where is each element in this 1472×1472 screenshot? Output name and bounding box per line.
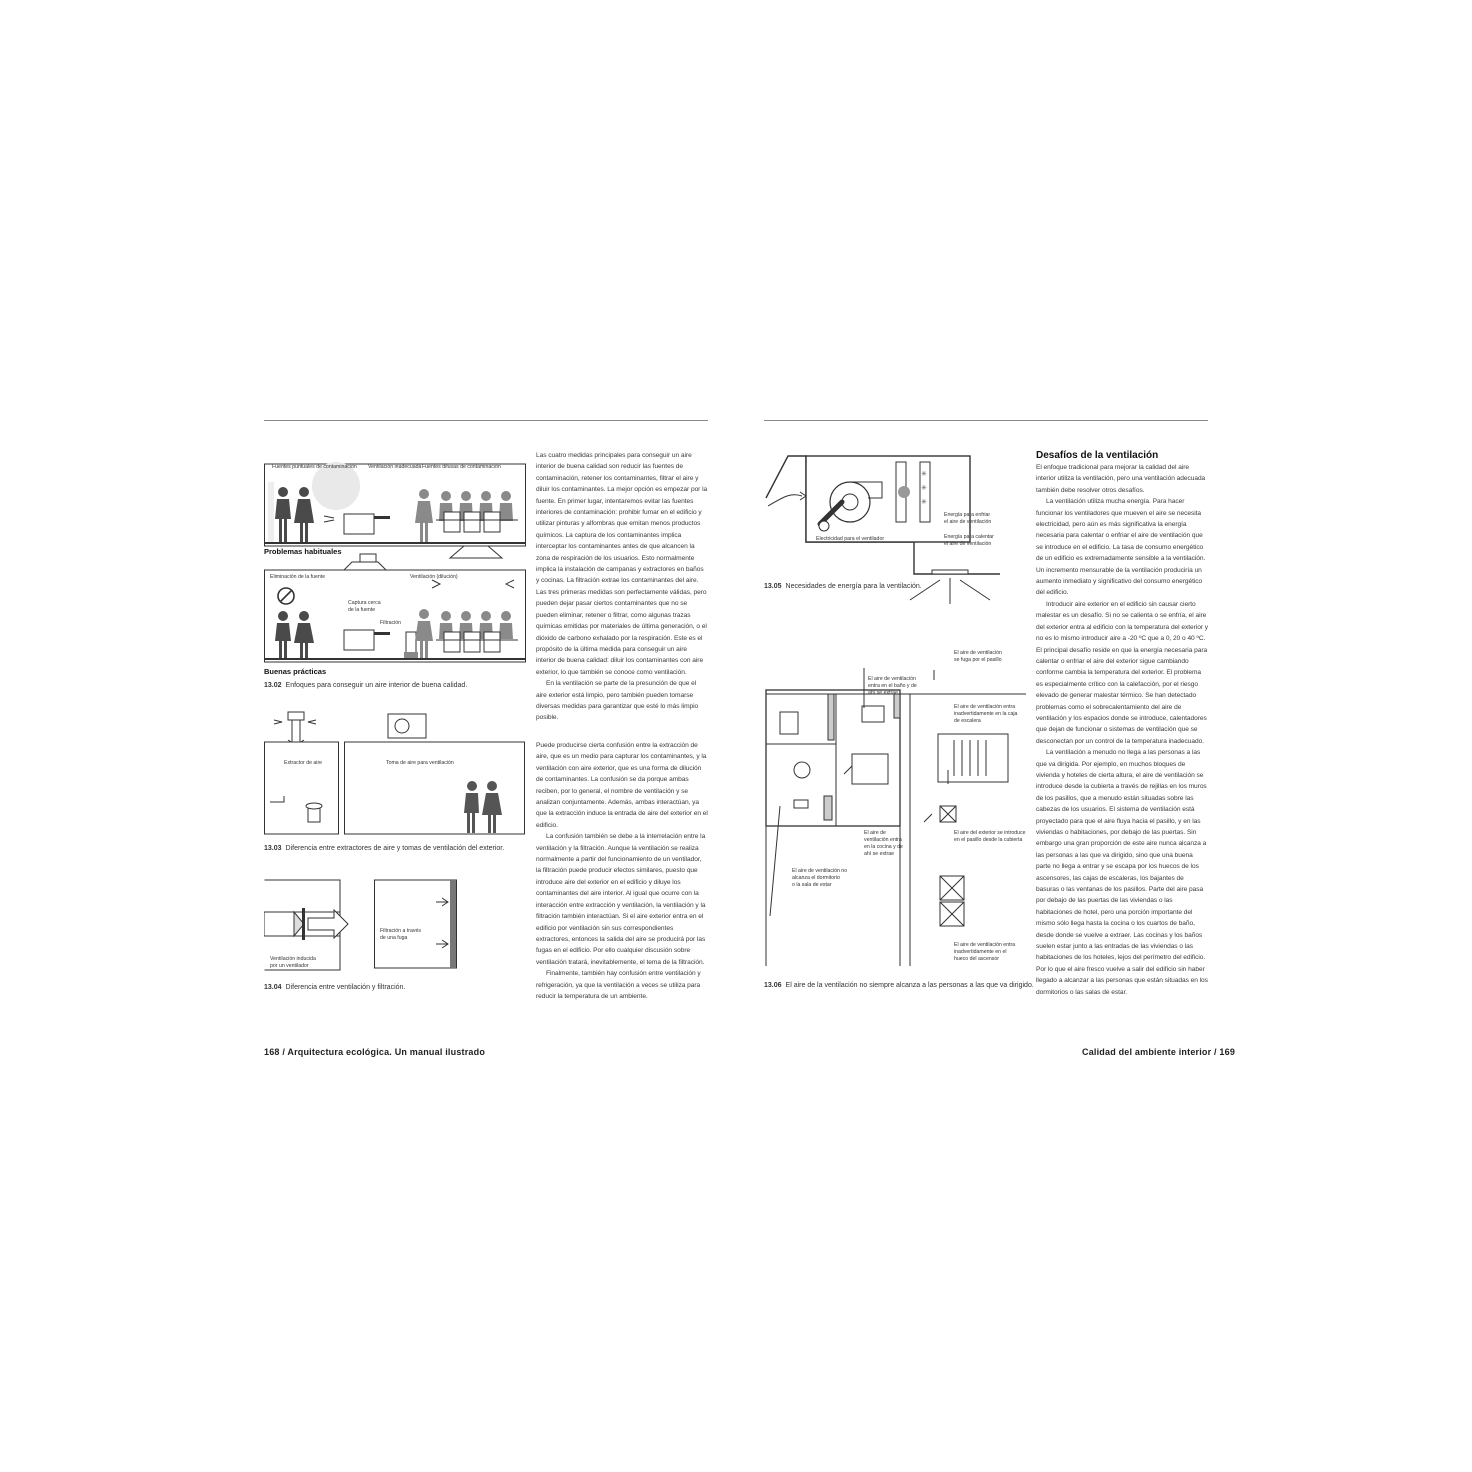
paragraph: Introducir aire exterior en el edificio sin causar cierto malestar es un desafío. Si no se calienta o se enfría, el aire del exterior entra al edificio con la temperatura del exterior y no es lo mismo introducir aire a -20 ºC que a 0, 20 o 40 ºC. El principal desafío reside en que la energía necesaria para calentar o enfriar el aire del exterior sigue cambiando conforme cambia la temperatura del exterior. El problema es especialmente crítico con la calefacción, por el riesgo elevado de generar malestar térmico. Se han detectado problemas como el sobrecalentamiento del aire de ventilación y los espacios donde se introduce, calentadores que dejan de funcionar o sistemas de ventilación que se desconectan por un control de la temperatura inadecuado. <box>1036 600 1208 745</box>
label-source-elimination: Eliminación de la fuente <box>270 574 326 580</box>
paragraph: La confusión también se debe a la interrelación entre la ventilación y la filtración. Aunque la ventilación se realiza normalmente a partir del funcionamiento de un ventilador, la filtración puede producir efectos similares, puesto que introduce aire del exterior en el edificio y diluye los contaminantes del aire interior. Al igual que ocurre con la interacción entre extracción y ventilación, la ventilación y la filtración también interactúan. Si el aire exterior entra en el edificio por ventilación sin sus correspondientes extractores, entonces la salida del aire se producirá por las fugas en el edificio. Por ello cualquier discusión sobre ventilación tratará, inevitablemente, el tema de la filtración. <box>536 833 706 966</box>
label-vent-dilution: Ventilación (dilución) <box>410 574 458 580</box>
figure-13-04-illustration <box>264 878 464 978</box>
label-e1: El aire del exterior se introduce <box>954 830 1026 836</box>
label-c3: de escalera <box>954 718 981 724</box>
top-rule <box>764 420 1208 421</box>
sublabel-good-practices: Buenas prácticas <box>264 667 327 676</box>
sublabel-problems: Problemas habituales <box>264 547 342 556</box>
svg-text:✳: ✳ <box>921 499 927 506</box>
section-heading: Desafíos de la ventilación <box>1036 450 1159 461</box>
label-intake: Toma de aire para ventilación <box>386 760 454 766</box>
paragraph: Finalmente, también hay confusión entre ventilación y refrigeración, ya que la ventilación a veces se utiliza para reducir la temperatura de un ambiente. <box>536 970 701 1000</box>
label-capture-near: Captura cerca <box>348 600 381 606</box>
caption-13-06 <box>764 982 1034 989</box>
body-text-block-2 <box>536 740 708 1002</box>
body-text-right <box>1036 462 1208 998</box>
figure-13-06 <box>764 646 1026 982</box>
label-fan-power: Electricidad para el ventilador <box>816 536 885 542</box>
figure-13-06-illustration <box>764 646 1026 982</box>
figure-13-04 <box>264 878 464 978</box>
caption-number: 13.02 <box>264 682 282 689</box>
label-a3: ahí se extrae <box>868 690 898 696</box>
label-heat-2: el aire de ventilación <box>944 541 992 547</box>
label-exhaust: Extractor de aire <box>284 760 323 766</box>
label-g1: El aire de ventilación entra <box>954 942 1016 948</box>
label-b1: El aire de ventilación <box>954 650 1002 656</box>
folio-left: 168 / Arquitectura ecológica. Un manual ilustrado <box>264 1047 486 1057</box>
figure-13-05-illustration <box>764 446 1004 626</box>
label-a1: El aire de ventilación <box>868 676 916 682</box>
label-d1: El aire de <box>864 830 886 836</box>
label-c1: El aire de ventilación entra <box>954 704 1016 710</box>
caption-13-03 <box>264 845 504 852</box>
label-a2: entra en el baño y de <box>868 683 917 689</box>
label-g3: hueco del ascensor <box>954 956 999 962</box>
label-d2: ventilación entra <box>864 837 902 843</box>
figure-13-02-illustration <box>264 456 526 696</box>
label-f2: alcanza el dormitorio <box>792 875 840 881</box>
paragraph: La ventilación a menudo no llega a las personas a las que va dirigida. Por ejemplo, en muchos bloques de vivienda y hoteles de cierta altura, el aire de ventilación se introduce desde la cubierta a través de rejillas en los muros de los pasillos, que a menudo están situadas sobre las cabezas de los usuarios. El sistema de ventilación está proyectado para que el aire fluya hacia el pasillo, y en las viviendas o habitaciones, por debajo de las puertas. Sin embargo una gran proporción de este aire nunca alcanza a las personas a las que va dirigido, sino que una buena parte no llega a entrar y se escapa por los huecos de los ascensores, las cajas de escaleras, los bajantes de basuras o las ventanas de los pasillos. Parte del aire pasa por debajo de las puertas de las viviendas o las habitaciones de hotel, pero una porción importante del mismo sólo llega hasta la cocina o los cuartos de baño, desde donde se vuelve a extraer. Las cocinas y los baños suelen estar junto a las entradas de las viviendas o las habitaciones de los hoteles, lejos del perímetro del edificio. Por lo que el aire fresco vuelve a salir del edificio sin haber llegado a alcanzar a las personas que están situadas en los dormitorios o las salas de estar. <box>1036 749 1208 996</box>
label-capture-near-2: de la fuente <box>348 607 376 613</box>
label-g2: inadvertidamente en el <box>954 949 1007 955</box>
svg-text:✳: ✳ <box>921 471 927 478</box>
figure-13-03 <box>264 710 526 836</box>
caption-13-05 <box>764 583 922 590</box>
paragraph: La ventilación utiliza mucha energía. Para hacer funcionar los ventiladores que mueven el aire se necesita electricidad, pero aún es más significativa la energía necesaria para calentar o enfriar el aire de ventilación que se introduce en el edificio. La tasa de consumo energético de un edificio es extremadamente sensible a la ventilación. Un incremento mensurable de la ventilación produciría un aumento inmediato y significativo del consumo energético del edificio. <box>1036 498 1206 597</box>
label-e2: en el pasillo desde la cubierta <box>954 837 1023 843</box>
caption-text: Necesidades de energía para la ventilación. <box>785 583 922 590</box>
label-inadequate-vent: Ventilación inadecuada <box>368 464 422 470</box>
label-leak-2: de una fuga <box>380 935 408 941</box>
label-leak-1: Filtración a través <box>380 928 421 934</box>
paragraph: Puede producirse cierta confusión entre la extracción de aire, que es un medio para capturar los contaminantes, y la ventilación con aire exterior, que es una forma de dilución de contaminantes. La confusión se da porque ambas reciben, por lo general, el nombre de ventilación y se analizan conjuntamente. Además, ambas interactúan, ya que la extracción induce la entrada de aire del exterior en el edificio. <box>536 742 708 829</box>
label-d4: ahí se extrae <box>864 851 894 857</box>
caption-text: El aire de la ventilación no siempre alcanza a las personas a las que va dirigido. <box>785 982 1034 989</box>
figure-13-02 <box>264 456 526 696</box>
paragraph: Las cuatro medidas principales para conseguir un aire interior de buena calidad son reducir las fuentes de contaminación, retener los contaminantes, filtrar el aire y diluir los contaminantes. La mejor opción es empezar por la fuente. En primer lugar, intentaremos evitar las fuentes interiores de contaminación: prohibir fumar en el edificio y utilizar pinturas y alfombras que emitan menos productos químicos. La captura de los contaminantes implica interceptar los contaminantes antes de que alcancen la zona de respiración de los usuarios. Esto normalmente implica la instalación de campanas y extractores en baños y cocinas. La filtración extrae los contaminantes del aire. Las tres primeras medidas son perfectamente válidas, pero pueden dejar pasar ciertos contaminantes que no se pueden eliminar, retener o filtrar, como algunas trazas químicas emitidas por materiales de última generación, o el dióxido de carbono exhalado por la respiración. Este es el propósito de la última medida para conseguir un aire interior de buena calidad: diluir los contaminantes con aire exterior, lo que también se conoce como ventilación. <box>536 452 708 676</box>
caption-number: 13.04 <box>264 984 282 991</box>
label-filtration: Filtración <box>380 620 402 626</box>
caption-number: 13.03 <box>264 845 282 852</box>
caption-number: 13.06 <box>764 982 782 989</box>
caption-text: Diferencia entre extractores de aire y tomas de ventilación del exterior. <box>285 845 505 852</box>
figure-13-05 <box>764 446 1004 626</box>
caption-13-02 <box>264 682 467 689</box>
label-cool-1: Energía para enfriar <box>944 512 991 518</box>
label-induced-1: Ventilación inducida <box>270 956 316 962</box>
label-induced-2: por un ventilador <box>270 963 309 969</box>
svg-text:✳: ✳ <box>921 485 927 492</box>
body-text-block-1 <box>536 450 708 724</box>
top-rule <box>264 420 708 421</box>
label-cool-2: el aire de ventilación <box>944 519 992 525</box>
label-b2: se fuga por el pasillo <box>954 657 1002 663</box>
label-c2: inadvertidamente en la caja <box>954 711 1018 717</box>
label-point-sources: Fuentes puntuales de contaminación <box>272 464 357 470</box>
folio-right: Calidad del ambiente interior / 169 <box>1082 1047 1236 1057</box>
caption-text: Enfoques para conseguir un aire interior de buena calidad. <box>285 682 468 689</box>
paragraph: El enfoque tradicional para mejorar la calidad del aire interior utiliza la ventilación, pero una ventilación adecuada también debe resolver otros desafíos. <box>1036 464 1206 494</box>
label-f1: El aire de ventilación no <box>792 868 848 874</box>
label-d3: en la cocina y de <box>864 844 903 850</box>
caption-number: 13.05 <box>764 583 782 590</box>
figure-13-03-illustration <box>264 710 526 836</box>
paragraph: En la ventilación se parte de la presunción de que el aire exterior está limpio, pero también pueden tomarse diversas medidas para garantizar que esté lo más limpio posible. <box>536 680 699 722</box>
caption-text: Diferencia entre ventilación y filtración. <box>285 984 406 991</box>
label-diffuse-sources: Fuentes difusas de contaminación <box>422 464 501 470</box>
caption-13-04 <box>264 984 405 991</box>
label-f3: o la sala de estar <box>792 882 832 888</box>
label-heat-1: Energía para calentar <box>944 534 994 540</box>
